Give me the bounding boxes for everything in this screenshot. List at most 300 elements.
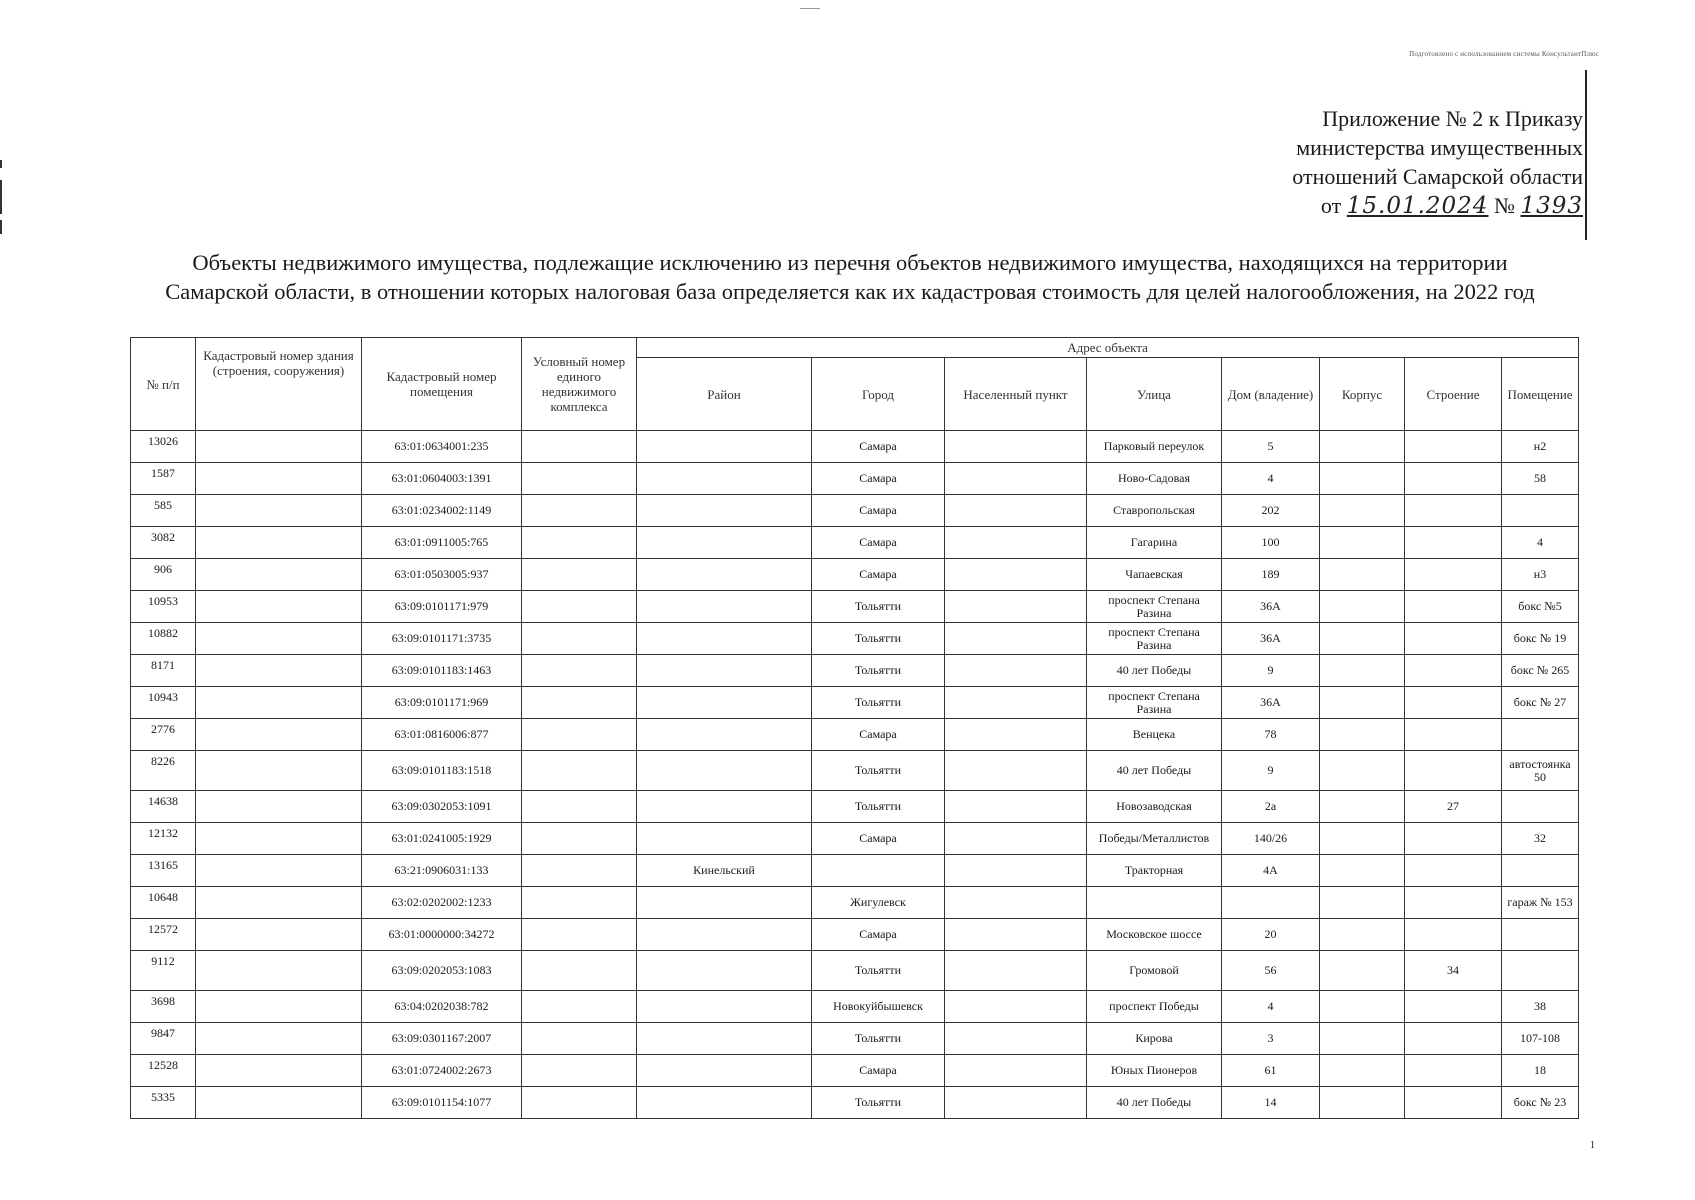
cell-premises-cadastral: 63:21:0906031:133 [362,855,522,887]
cell-korpus [1320,591,1405,623]
cell-building [1405,1055,1502,1087]
col-header-house: Дом (владение) [1222,358,1320,431]
cell-premises: бокс № 19 [1502,623,1579,655]
cell-num: 13165 [131,855,196,887]
cell-locality [945,495,1087,527]
cell-locality [945,919,1087,951]
cell-street: 40 лет Победы [1087,655,1222,687]
cell-house: 78 [1222,719,1320,751]
cell-premises: бокс № 23 [1502,1087,1579,1119]
cell-city: Тольятти [812,687,945,719]
cell-house: 20 [1222,919,1320,951]
cell-building-cadastral [196,1055,362,1087]
cell-premises: н3 [1502,559,1579,591]
cell-building-cadastral [196,751,362,791]
cell-premises-cadastral: 63:01:0503005:937 [362,559,522,591]
cell-street: Венцека [1087,719,1222,751]
cell-locality [945,823,1087,855]
cell-house: 14 [1222,1087,1320,1119]
appendix-line: Приложение № 2 к Приказу [1322,106,1583,131]
cell-building [1405,887,1502,919]
cell-district [637,559,812,591]
cell-num: 3698 [131,991,196,1023]
cell-house: 36А [1222,687,1320,719]
scan-top-mark [800,8,820,9]
cell-conditional-number [522,591,637,623]
cell-street: проспект Степана Разина [1087,623,1222,655]
cell-num: 585 [131,495,196,527]
table-row [131,951,1579,991]
cell-district [637,951,812,991]
cell-city: Тольятти [812,1023,945,1055]
order-date: 15.01.2024 [1346,193,1489,219]
cell-premises [1502,919,1579,951]
cell-num: 9847 [131,1023,196,1055]
cell-city: Новокуйбышевск [812,991,945,1023]
cell-building-cadastral [196,463,362,495]
cell-locality [945,655,1087,687]
cell-korpus [1320,991,1405,1023]
cell-building [1405,495,1502,527]
cell-premises-cadastral: 63:01:0724002:2673 [362,1055,522,1087]
cell-korpus [1320,527,1405,559]
cell-city: Жигулевск [812,887,945,919]
cell-building [1405,919,1502,951]
cell-city: Тольятти [812,751,945,791]
cell-house: 56 [1222,951,1320,991]
cell-num: 10953 [131,591,196,623]
cell-num: 906 [131,559,196,591]
table-row [131,559,1579,591]
document-title: Объекты недвижимого имущества, подлежащие исключению из перечня объектов недвижимого имущества, находящихся на территории Самарской области, в отношении которых налоговая база определяется как их кадастровая стоимость для целей налогообложения, на 2022 год [165,250,1535,304]
table-row [131,655,1579,687]
cell-house: 4 [1222,991,1320,1023]
cell-premises: 32 [1502,823,1579,855]
cell-house: 5 [1222,431,1320,463]
cell-num: 10943 [131,687,196,719]
cell-street: 40 лет Победы [1087,751,1222,791]
cell-building-cadastral [196,991,362,1023]
order-line [1292,191,1583,221]
table-row [131,1023,1579,1055]
cell-premises [1502,855,1579,887]
cell-premises: 18 [1502,1055,1579,1087]
cell-korpus [1320,887,1405,919]
cell-district [637,527,812,559]
cell-locality [945,623,1087,655]
cell-building [1405,623,1502,655]
cell-conditional-number [522,991,637,1023]
cell-district [637,655,812,687]
cell-city: Самара [812,495,945,527]
cell-num: 14638 [131,791,196,823]
cell-premises-cadastral: 63:01:0816006:877 [362,719,522,751]
cell-num: 1587 [131,463,196,495]
cell-premises-cadastral: 63:09:0101171:3735 [362,623,522,655]
table-row [131,495,1579,527]
cell-street: Громовой [1087,951,1222,991]
cell-street: Тракторная [1087,855,1222,887]
cell-building: 27 [1405,791,1502,823]
cell-korpus [1320,1055,1405,1087]
cell-building-cadastral [196,919,362,951]
cell-house: 189 [1222,559,1320,591]
table-row [131,855,1579,887]
cell-district [637,791,812,823]
cell-street: Ново-Садовая [1087,463,1222,495]
cell-building-cadastral [196,951,362,991]
cell-locality [945,991,1087,1023]
cell-premises-cadastral: 63:09:0301167:2007 [362,1023,522,1055]
order-number-label: № [1493,193,1515,218]
cell-house: 202 [1222,495,1320,527]
cell-num: 8226 [131,751,196,791]
cell-city: Тольятти [812,591,945,623]
cell-building [1405,591,1502,623]
cell-conditional-number [522,1087,637,1119]
cell-house: 2а [1222,791,1320,823]
cell-city: Тольятти [812,623,945,655]
cell-city: Самара [812,431,945,463]
cell-premises: н2 [1502,431,1579,463]
cell-house: 61 [1222,1055,1320,1087]
cell-korpus [1320,1023,1405,1055]
cell-house: 140/26 [1222,823,1320,855]
cell-building [1405,431,1502,463]
cell-building-cadastral [196,559,362,591]
cell-premises-cadastral: 63:01:0911005:765 [362,527,522,559]
col-header-city: Город [812,358,945,431]
cell-korpus [1320,431,1405,463]
cell-conditional-number [522,527,637,559]
cell-building [1405,687,1502,719]
cell-premises: 38 [1502,991,1579,1023]
cell-locality [945,1055,1087,1087]
cell-building-cadastral [196,495,362,527]
cell-conditional-number [522,463,637,495]
cell-num: 12132 [131,823,196,855]
cell-building [1405,655,1502,687]
cell-korpus [1320,1087,1405,1119]
cell-conditional-number [522,1055,637,1087]
cell-premises: 4 [1502,527,1579,559]
cell-building-cadastral [196,687,362,719]
cell-conditional-number [522,855,637,887]
cell-building [1405,527,1502,559]
cell-premises [1502,495,1579,527]
cell-building-cadastral [196,823,362,855]
cell-num: 10648 [131,887,196,919]
cell-street: Юных Пионеров [1087,1055,1222,1087]
cell-building-cadastral [196,655,362,687]
cell-street: Новозаводская [1087,791,1222,823]
cell-premises: бокс № 265 [1502,655,1579,687]
cell-premises [1502,951,1579,991]
cell-premises-cadastral: 63:09:0101183:1518 [362,751,522,791]
cell-conditional-number [522,951,637,991]
cell-locality [945,791,1087,823]
cell-street: Чапаевская [1087,559,1222,591]
cell-locality [945,1087,1087,1119]
cell-street: Победы/Металлистов [1087,823,1222,855]
table-row [131,527,1579,559]
cell-conditional-number [522,823,637,855]
cell-conditional-number [522,791,637,823]
cell-street: Московское шоссе [1087,919,1222,951]
cell-district [637,1087,812,1119]
cell-district [637,687,812,719]
cell-korpus [1320,855,1405,887]
col-header-korpus: Корпус [1320,358,1405,431]
cell-district: Кинельский [637,855,812,887]
cell-house [1222,887,1320,919]
cell-building [1405,719,1502,751]
cell-building [1405,855,1502,887]
cell-locality [945,887,1087,919]
cell-locality [945,527,1087,559]
cell-premises: 58 [1502,463,1579,495]
cell-building-cadastral [196,855,362,887]
cell-premises: бокс № 27 [1502,687,1579,719]
order-number: 1393 [1520,193,1583,219]
cell-locality [945,431,1087,463]
cell-locality [945,951,1087,991]
cell-house: 3 [1222,1023,1320,1055]
cell-district [637,495,812,527]
cell-city [812,855,945,887]
cell-building [1405,991,1502,1023]
cell-conditional-number [522,687,637,719]
col-header-locality: Населенный пункт [945,358,1087,431]
cell-locality [945,751,1087,791]
cell-building [1405,1023,1502,1055]
cell-street: проспект Степана Разина [1087,687,1222,719]
cell-premises: 107-108 [1502,1023,1579,1055]
cell-korpus [1320,623,1405,655]
cell-building-cadastral [196,527,362,559]
table-row [131,687,1579,719]
cell-building [1405,1087,1502,1119]
col-header-building: Строение [1405,358,1502,431]
cell-premises-cadastral: 63:09:0101154:1077 [362,1087,522,1119]
table-row [131,431,1579,463]
page-number: 1 [1590,1140,1595,1151]
cell-premises [1502,791,1579,823]
table-header [131,338,1579,431]
col-header-building-cadastral: Кадастровый номер здания (строения, сооружения) [196,338,362,431]
cell-building [1405,823,1502,855]
table-row [131,887,1579,919]
cell-house: 4А [1222,855,1320,887]
scan-edge-line [1585,70,1587,240]
cell-building: 34 [1405,951,1502,991]
col-header-num: № п/п [131,338,196,431]
cell-house: 9 [1222,751,1320,791]
table-row [131,751,1579,791]
cell-premises-cadastral: 63:09:0202053:1083 [362,951,522,991]
cell-street: Гагарина [1087,527,1222,559]
cell-house: 9 [1222,655,1320,687]
cell-conditional-number [522,719,637,751]
cell-premises: гараж № 153 [1502,887,1579,919]
cell-locality [945,719,1087,751]
cell-korpus [1320,919,1405,951]
table-row [131,1055,1579,1087]
col-header-premises: Помещение [1502,358,1579,431]
cell-korpus [1320,655,1405,687]
cell-building-cadastral [196,623,362,655]
order-from-label: от [1320,193,1342,218]
cell-street [1087,887,1222,919]
cell-city: Тольятти [812,791,945,823]
cell-city: Самара [812,527,945,559]
cell-city: Тольятти [812,1087,945,1119]
cell-premises-cadastral: 63:01:0241005:1929 [362,823,522,855]
cell-district [637,751,812,791]
table-row [131,1087,1579,1119]
cell-premises-cadastral: 63:09:0101171:979 [362,591,522,623]
cell-city: Самара [812,823,945,855]
cell-conditional-number [522,655,637,687]
table-row [131,719,1579,751]
cell-street: Кирова [1087,1023,1222,1055]
cell-district [637,719,812,751]
cell-num: 12528 [131,1055,196,1087]
cell-premises [1502,719,1579,751]
cell-district [637,919,812,951]
cell-house: 36А [1222,591,1320,623]
cell-korpus [1320,495,1405,527]
cell-house: 36А [1222,623,1320,655]
cell-num: 10882 [131,623,196,655]
cell-conditional-number [522,751,637,791]
table-row [131,463,1579,495]
col-header-street: Улица [1087,358,1222,431]
cell-premises-cadastral: 63:09:0101171:969 [362,687,522,719]
cell-premises-cadastral: 63:01:0000000:34272 [362,919,522,951]
appendix-line: министерства имущественных [1296,135,1583,160]
cell-locality [945,463,1087,495]
cell-street: Парковый переулок [1087,431,1222,463]
cell-premises-cadastral: 63:01:0634001:235 [362,431,522,463]
cell-korpus [1320,951,1405,991]
cell-building [1405,559,1502,591]
cell-district [637,991,812,1023]
cell-city: Самара [812,1055,945,1087]
col-header-address-group: Адрес объекта [637,338,1579,358]
cell-district [637,823,812,855]
cell-city: Самара [812,719,945,751]
table-body [131,431,1579,1119]
cell-conditional-number [522,431,637,463]
cell-premises-cadastral: 63:04:0202038:782 [362,991,522,1023]
cell-conditional-number [522,559,637,591]
cell-premises-cadastral: 63:09:0302053:1091 [362,791,522,823]
cell-building-cadastral [196,431,362,463]
cell-korpus [1320,719,1405,751]
cell-conditional-number [522,495,637,527]
col-header-conditional-number: Условный номер единого недвижимого комплекса [522,338,637,431]
cell-premises: бокс №5 [1502,591,1579,623]
cell-korpus [1320,751,1405,791]
table-row [131,823,1579,855]
col-header-premises-cadastral: Кадастровый номер помещения [362,338,522,431]
cell-district [637,591,812,623]
cell-num: 2776 [131,719,196,751]
cell-korpus [1320,791,1405,823]
appendix-line: отношений Самарской области [1292,164,1583,189]
cell-korpus [1320,463,1405,495]
cell-premises: автостоянка 50 [1502,751,1579,791]
cell-locality [945,559,1087,591]
cell-city: Самара [812,463,945,495]
cell-district [637,1055,812,1087]
cell-city: Самара [812,919,945,951]
cell-building [1405,463,1502,495]
cell-korpus [1320,687,1405,719]
cell-conditional-number [522,887,637,919]
cell-house: 4 [1222,463,1320,495]
cell-building-cadastral [196,719,362,751]
cell-house: 100 [1222,527,1320,559]
cell-street: Ставропольская [1087,495,1222,527]
cell-street: проспект Победы [1087,991,1222,1023]
cell-building-cadastral [196,1087,362,1119]
cell-city: Тольятти [812,951,945,991]
cell-num: 8171 [131,655,196,687]
table-row [131,591,1579,623]
cell-building-cadastral [196,591,362,623]
appendix-block [1292,104,1583,221]
table-row [131,791,1579,823]
table-row [131,919,1579,951]
cell-conditional-number [522,1023,637,1055]
cell-building-cadastral [196,887,362,919]
cell-district [637,887,812,919]
cell-premises-cadastral: 63:01:0604003:1391 [362,463,522,495]
cell-city: Тольятти [812,655,945,687]
cell-street: 40 лет Победы [1087,1087,1222,1119]
cell-street: проспект Степана Разина [1087,591,1222,623]
cell-district [637,431,812,463]
cell-premises-cadastral: 63:09:0101183:1463 [362,655,522,687]
cell-locality [945,855,1087,887]
table-row [131,623,1579,655]
cell-building-cadastral [196,1023,362,1055]
cell-num: 5335 [131,1087,196,1119]
cell-building [1405,751,1502,791]
cell-district [637,463,812,495]
cell-num: 12572 [131,919,196,951]
cell-num: 9112 [131,951,196,991]
cell-locality [945,687,1087,719]
cell-premises-cadastral: 63:01:0234002:1149 [362,495,522,527]
cell-conditional-number [522,919,637,951]
table-row [131,991,1579,1023]
cell-korpus [1320,559,1405,591]
cell-locality [945,591,1087,623]
cell-district [637,623,812,655]
cell-city: Самара [812,559,945,591]
objects-table [130,337,1579,1119]
cell-conditional-number [522,623,637,655]
cell-premises-cadastral: 63:02:0202002:1233 [362,887,522,919]
cell-korpus [1320,823,1405,855]
cell-district [637,1023,812,1055]
cell-building-cadastral [196,791,362,823]
consultant-note: Подготовлено с использованием системы КонсультантПлюс [1409,50,1599,58]
cell-num: 13026 [131,431,196,463]
